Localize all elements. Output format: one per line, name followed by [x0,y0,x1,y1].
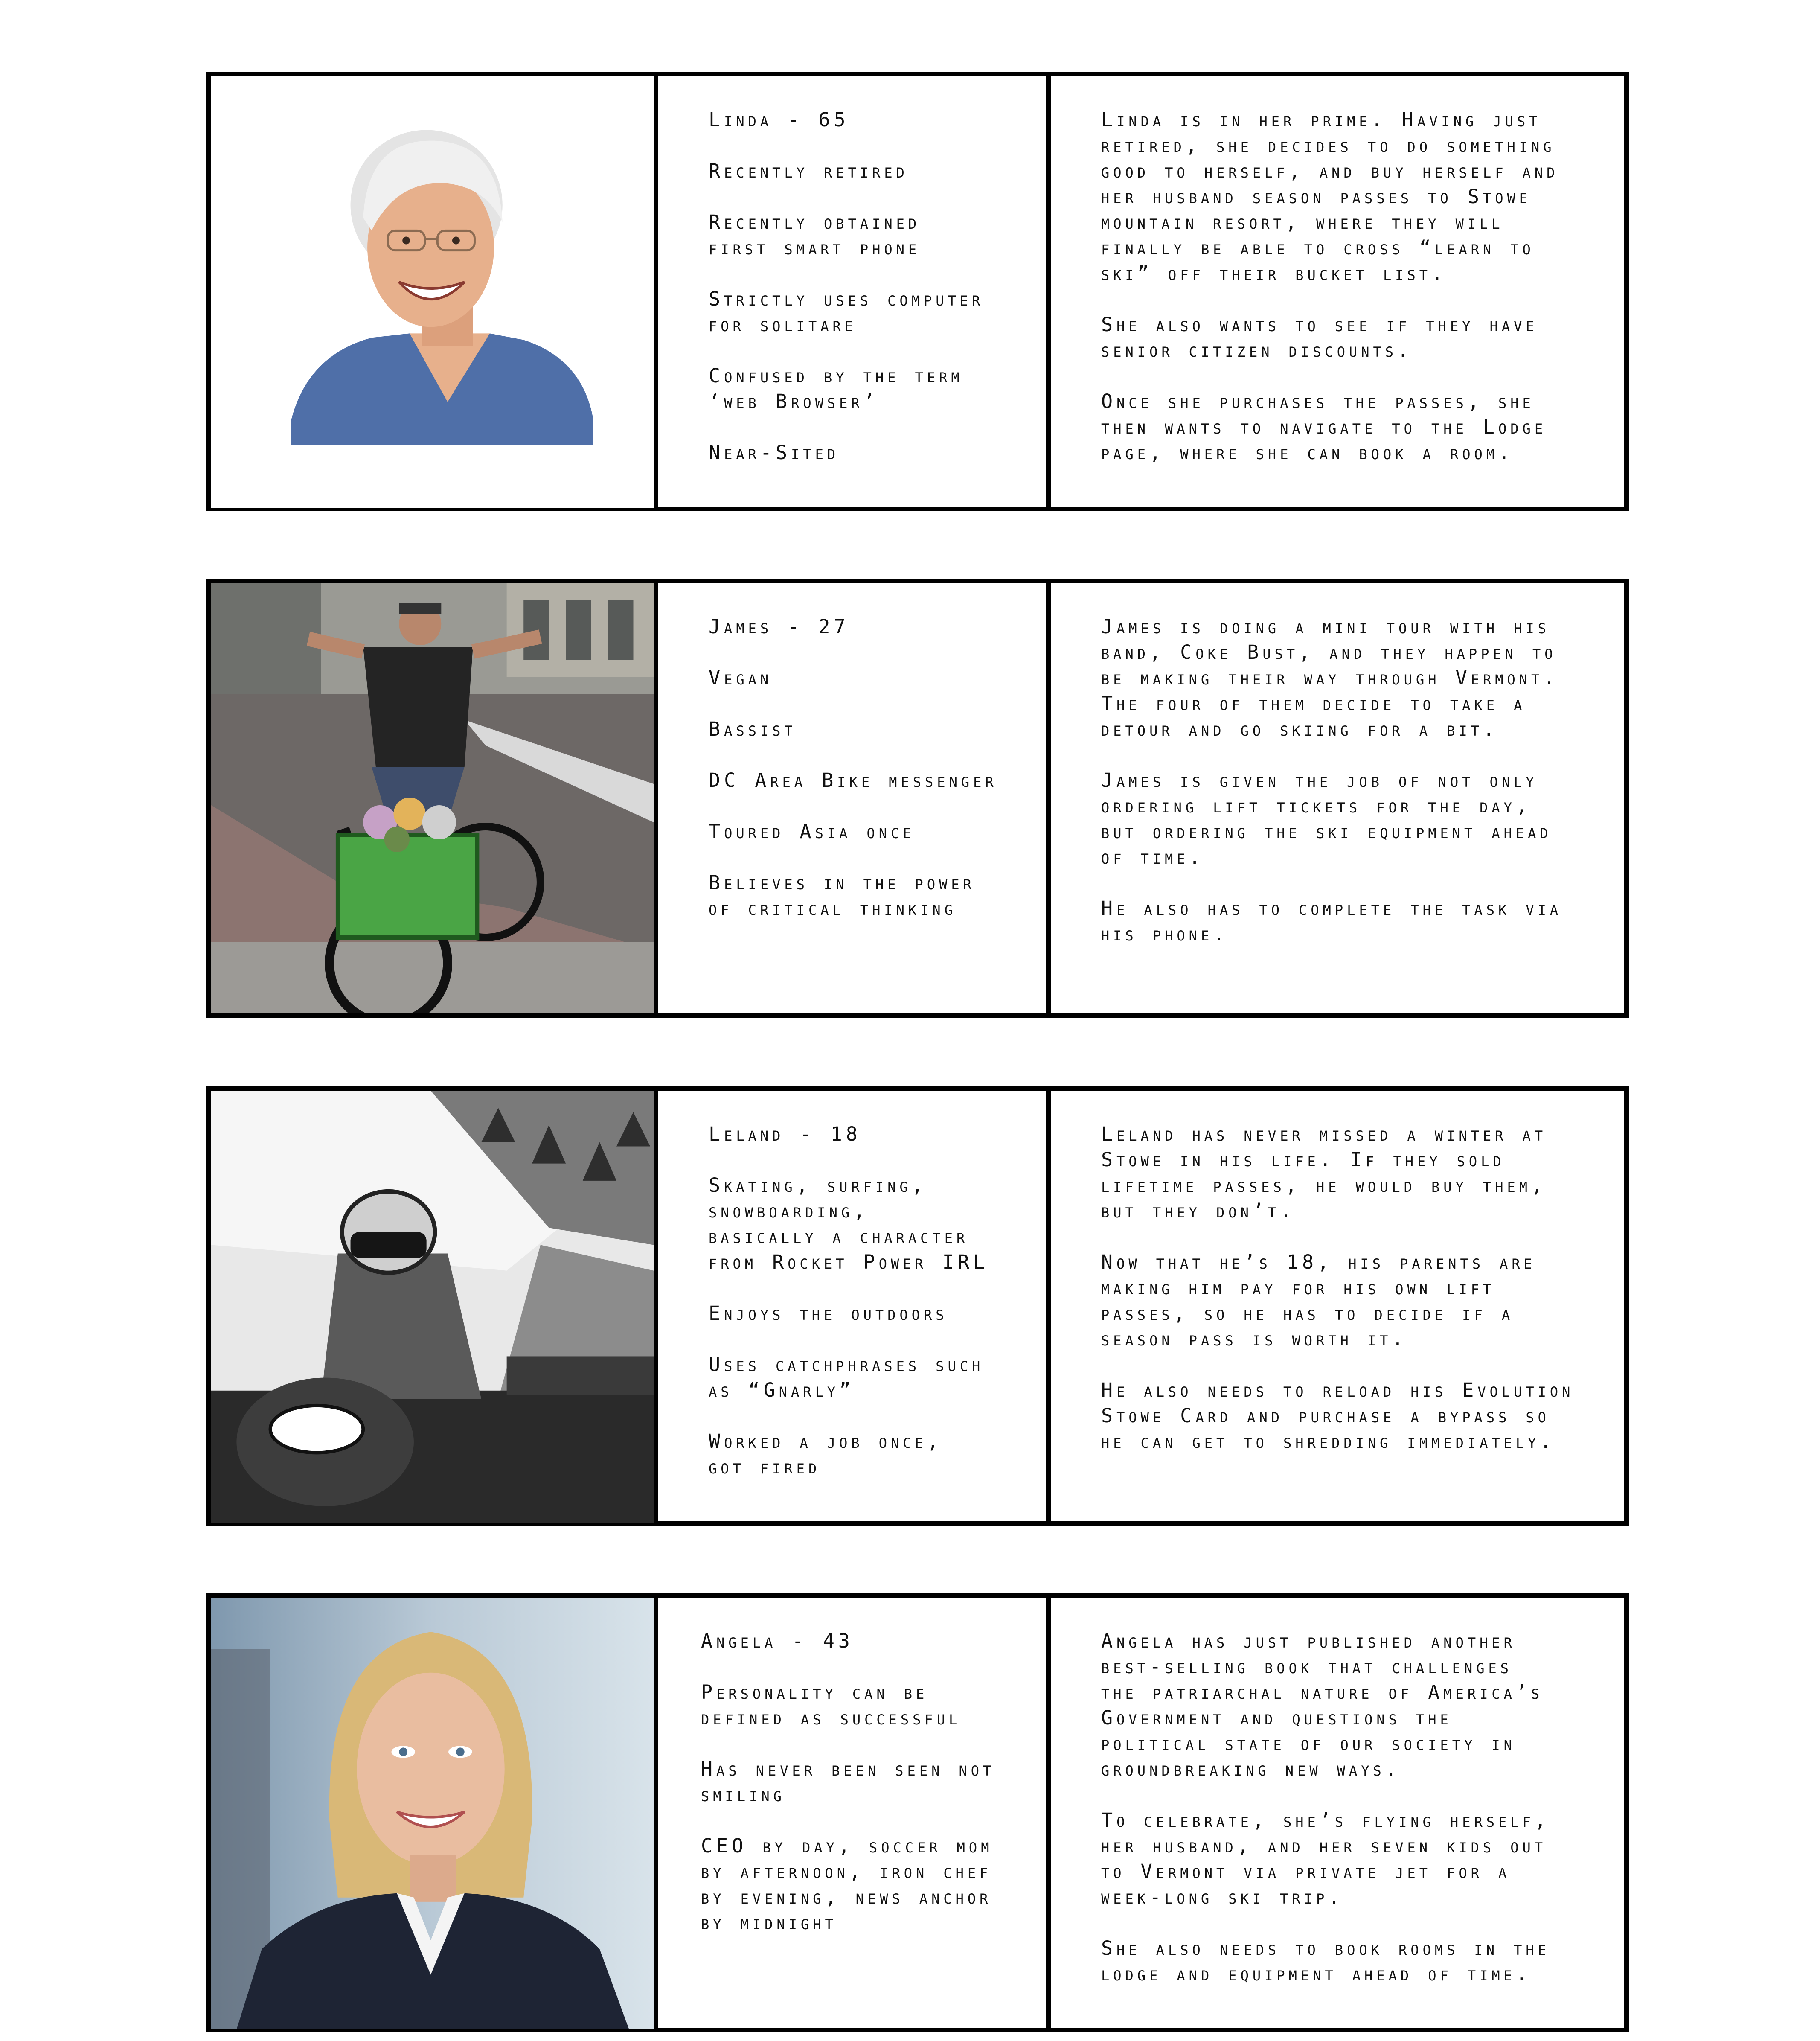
scenario-paragraph: Angela has just published another best-selling book that challenges the patriarchal nature of America’s Government and questions the political state of our society in groundbreaking new ways. [1101,1630,1544,1780]
scenario-paragraph: She also needs to book rooms in the lodge and equipment ahead of time. [1101,1937,1550,1985]
persona-fact: Vegan [709,667,773,689]
persona-fact: Recently retired [709,160,908,182]
persona-fact: Uses catchphrases such as “Gnarly” [709,1353,984,1401]
persona-photo-leland [211,1091,658,1523]
persona-name-age: Angela - 43 [701,1630,854,1652]
scenario-paragraph: Once she purchases the passes, she then wants to navigate to the Lodge page, where she can book a room. [1101,390,1547,464]
persona-photo-angela [211,1598,658,2029]
persona-fact: Personality can be defined as successful [701,1681,961,1729]
persona-fact: Confused by the term ‘web Browser’ [709,364,963,413]
persona-name-age: Linda - 65 [709,108,849,131]
persona-fact: Has never been seen not smiling [701,1758,995,1806]
persona-name-age: Leland - 18 [709,1123,861,1145]
persona-photo-james [211,583,658,1013]
persona-fact: CEO by day, soccer mom by afternoon, iron chef by evening, news anchor by midnight [701,1834,993,1934]
persona-facts-james [658,583,1051,1013]
senior-woman-portrait-icon [211,76,654,508]
scenario-paragraph: Leland has never missed a winter at Stowe in his life. If they sold lifetime passes, he would buy them, but they don’t. [1101,1123,1547,1222]
persona-scenario-james [1051,583,1624,1013]
persona-fact: Enjoys the outdoors [709,1302,948,1325]
persona-card-linda [206,72,1629,511]
scenario-paragraph: Now that he’s 18, his parents are making him pay for his own lift passes, so he has to decide if a season pass is worth it. [1101,1251,1536,1350]
scenario-paragraph: James is doing a mini tour with his band, Coke Bust, and they happen to be making their way through Vermont. The four of them decide to take a detour and go skiing for a bit. [1101,615,1559,740]
persona-fact: Toured Asia once [709,820,915,843]
persona-fact: Strictly uses computer for solitare [709,288,984,336]
persona-fact: Believes in the power of critical thinking [709,871,975,920]
bike-messenger-photo-icon [211,583,654,1013]
persona-name-age: James - 27 [709,615,849,638]
persona-card-leland [206,1086,1629,1526]
persona-card-james [206,579,1629,1018]
persona-facts-linda [658,76,1051,508]
persona-scenario-angela [1051,1598,1624,2029]
persona-fact: Skating, surfing, snowboarding, basically a character from Rocket Power IRL [709,1174,989,1273]
persona-photo-linda [211,76,658,508]
scenario-paragraph: James is given the job of not only ordering lift tickets for the day, but ordering the ski equipment ahead of time. [1101,769,1552,868]
scenario-paragraph: To celebrate, she’s flying herself, her husband, and her seven kids out to Vermont via private jet for a week-long ski trip. [1101,1809,1550,1908]
persona-card-angela [206,1593,1629,2032]
persona-facts-leland [658,1091,1051,1523]
snowboarder-photo-icon [211,1091,654,1523]
scenario-paragraph: Linda is in her prime. Having just retired, she decides to do something good to herself, and buy herself and her husband season passes to Stowe mountain resort, where they will finally be able to cross “learn to ski” off their bucket list. [1101,108,1559,285]
persona-fact: Bassist [709,718,797,740]
persona-fact: Worked a job once, got fired [709,1430,942,1478]
persona-fact: Recently obtained first smart phone [709,211,921,259]
persona-scenario-linda [1051,76,1624,508]
businesswoman-photo-icon [211,1598,654,2029]
persona-scenario-leland [1051,1091,1624,1523]
scenario-paragraph: He also has to complete the task via his phone. [1101,897,1562,945]
scenario-paragraph: He also needs to reload his Evolution Stowe Card and purchase a bypass so he can get to shredding immediately. [1101,1379,1574,1453]
persona-fact: Near-Sited [709,441,840,464]
persona-facts-angela [658,1598,1051,2029]
scenario-paragraph: She also wants to see if they have senior citizen discounts. [1101,313,1538,361]
persona-fact: DC Area Bike messenger [709,769,997,792]
